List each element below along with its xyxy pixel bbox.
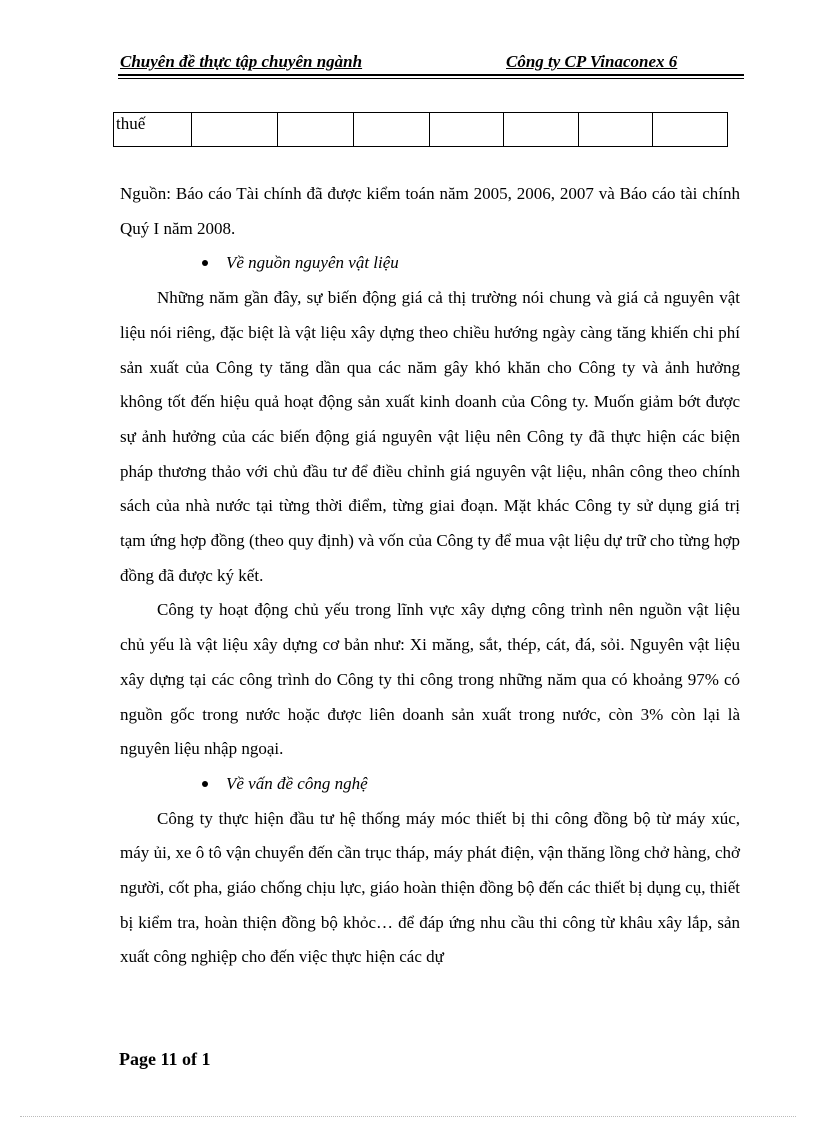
section-heading-text: Về nguồn nguyên vật liệu [226, 253, 399, 273]
table-cell [504, 113, 579, 147]
table-cell [430, 113, 504, 147]
section-heading-technology [120, 767, 740, 802]
table-cell [579, 113, 653, 147]
source-note: Nguồn: Báo cáo Tài chính đã được kiểm toán năm 2005, 2006, 2007 và Báo cáo tài chính Quý I năm 2008. [120, 184, 740, 238]
table-row [114, 113, 728, 147]
paragraph: Những năm gần đây, sự biến động giá cả thị trường nói chung và giá cả nguyên vật liệu nói riêng, đặc biệt là vật liệu xây dựng theo chiều hướng ngày càng tăng khiến chi phí sản xuất của Công ty tăng dần qua các năm gây khó khăn cho Công ty và ảnh hưởng không tốt đến hiệu quả hoạt động sản xuất kinh doanh của Công ty. Muốn giảm bớt được sự ảnh hưởng của các biến động giá nguyên vật liệu nên Công ty đã thực hiện các biện pháp thương thảo với chủ đầu tư để điều chỉnh giá nguyên vật liệu, nhân công theo chính sách của nhà nước tại từng thời điểm, từng giai đoạn. Mặt khác Công ty sử dụng giá trị tạm ứng hợp đồng (theo quy định) và vốn của Công ty để mua vật liệu dự trữ cho từng hợp đồng đã được ký kết. [120, 288, 740, 585]
paragraph: Công ty thực hiện đầu tư hệ thống máy móc thiết bị thi công đồng bộ từ máy xúc, máy ủi, xe ô tô vận chuyển đến cần trục tháp, máy phát điện, vận thăng lồng chở hàng, chở người, cốt pha, giáo chống chịu lực, giáo hoàn thiện đồng bộ đến các thiết bị dụng cụ, thiết bị kiểm tra, hoàn thiện đồng bộ khỏc… để đáp ứng nhu cầu thi công từ khâu xây lắp, sản xuất công nghiệp cho đến việc thực hiện các dự [120, 808, 740, 967]
table-cell-label: thuế [114, 113, 192, 147]
header-company-name: Công ty CP Vinaconex 6 [506, 52, 678, 71]
page-boundary-divider [20, 1116, 796, 1117]
page-number: Page 11 of 1 [119, 1049, 211, 1069]
table-cell [354, 113, 430, 147]
table-cell [278, 113, 354, 147]
paragraph: Công ty hoạt động chủ yếu trong lĩnh vực xây dựng công trình nên nguồn vật liệu chủ yếu là vật liệu xây dựng cơ bản như: Xi măng, sắt, thép, cát, đá, sỏi. Nguyên vật liệu xây dựng tại các công trình do Công ty thi công trong những năm qua có khoảng 97% có nguồn gốc trong nước hoặc được liên doanh sản xuất trong nước, còn 3% còn lại là nguyên liệu nhập ngoại. [120, 600, 740, 759]
header-rule-thin [118, 78, 744, 79]
document-body [120, 177, 740, 975]
section-heading-text: Về vấn đề công nghệ [226, 773, 368, 793]
page-header [118, 52, 744, 74]
table-cell [192, 113, 278, 147]
header-rule [118, 74, 744, 76]
section-heading-materials [120, 246, 740, 281]
table-cell [653, 113, 728, 147]
header-report-title: Chuyên đề thực tập chuyên ngành [120, 52, 363, 71]
financial-table-fragment [113, 112, 728, 147]
bullet-icon [202, 781, 208, 787]
